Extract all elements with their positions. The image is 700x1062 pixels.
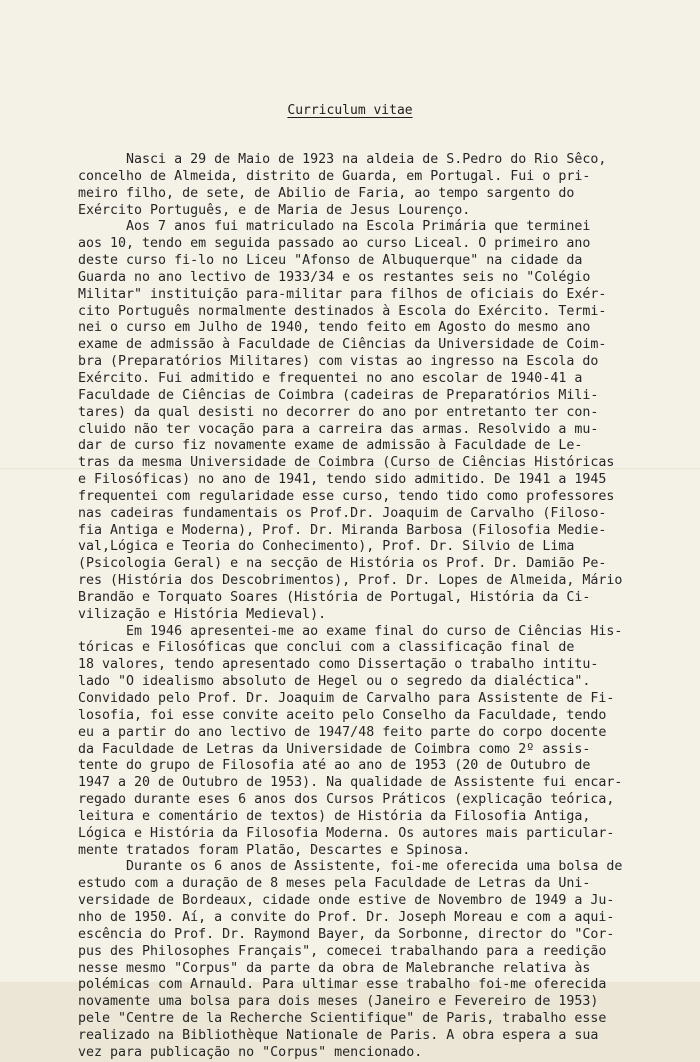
body-text-line: frequentei com regularidade esse curso, tendo tido como professores: [78, 488, 615, 504]
document-title: Curriculum vitae: [287, 103, 413, 118]
body-text-line: estudo com a duração de 8 meses pela Faculdade de Letras da Uni-: [78, 876, 591, 892]
body-text-line: realizado na Bibliothèque Nationale de Paris. A obra espera a sua: [78, 1027, 599, 1043]
body-text-line: novamente uma bolsa para dois meses (Janeiro e Fevereiro de 1953): [78, 994, 599, 1010]
body-text-line: Convidado pelo Prof. Dr. Joaquim de Carvalho para Assistente de Fi-: [78, 691, 615, 706]
body-text-line: lado "O idealismo absoluto de Hegel ou o segredo da dialéctica".: [78, 674, 591, 690]
body-text-line: deste curso fi-lo no Liceu "Afonso de Albuquerque" na cidade da: [78, 253, 583, 269]
body-text-line: cito Português normalmente destinados à Escola do Exército. Termi-: [78, 303, 607, 319]
body-text-line: Brandão e Torquato Soares (História de Portugal, História da Ci-: [78, 589, 591, 605]
body-text-line: tras da mesma Universidade de Coimbra (Curso de Ciências Históricas: [78, 455, 615, 471]
body-text-line: nei o curso em Julho de 1940, tendo feito em Agosto do mesmo ano: [78, 320, 591, 336]
body-text-line: Militar" instituição para-militar para filhos de oficiais do Exér-: [78, 286, 607, 302]
body-text-line: (Psicologia Geral) e na secção de História os Prof. Dr. Damião Pe-: [78, 556, 607, 572]
body-text-line: regado durante eses 6 anos dos Cursos Práticos (explicação teórica,: [78, 792, 615, 808]
document-body: [78, 152, 668, 1062]
body-text-line: aos 10, tendo em seguida passado ao curso Liceal. O primeiro ano: [78, 236, 591, 252]
body-text-line: fia Antiga e Moderna), Prof. Dr. Miranda Barbosa (Filosofia Medie-: [78, 522, 607, 538]
body-text-line: eu a partir do ano lectivo de 1947/48 feito parte do corpo docente: [78, 724, 607, 740]
body-text-line: 18 valores, tendo apresentado como Dissertação o trabalho intitu-: [78, 657, 599, 673]
body-text-line: dar de curso fiz novamente exame de admissão à Faculdade de Le-: [78, 438, 583, 454]
body-text-line: res (História dos Descobrimentos), Prof. Dr. Lopes de Almeida, Mário: [78, 573, 623, 589]
body-text-line: Exército Português, e de Maria de Jesus Lourenço.: [78, 202, 471, 218]
body-text-line: Exército. Fui admitido e frequentei no ano escolar de 1940-41 a: [78, 370, 583, 386]
body-text-line: mente tratados foram Platão, Descartes e Spinosa.: [78, 842, 471, 858]
body-text-line: meiro filho, de sete, de Abilio de Faria, ao tempo sargento do: [78, 185, 575, 201]
body-text-line: pus des Philosophes Français", comecei trabalhando para a reedição: [78, 943, 607, 959]
body-text-line: 1947 a 20 de Outubro de 1953). Na qualidade de Assistente fui encar-: [78, 775, 623, 791]
body-text-line: vilização e História Medieval).: [78, 606, 327, 622]
body-text-line: nas cadeiras fundamentais os Prof.Dr. Joaquim de Carvalho (Filoso-: [78, 505, 607, 521]
body-text-line: polémicas com Arnauld. Para ultimar esse trabalho foi-me oferecida: [78, 977, 607, 993]
body-text-line: losofia, foi esse convite aceito pelo Conselho da Faculdade, tendo: [78, 707, 607, 723]
body-text-line: Em 1946 apresentei-me ao exame final do curso de Ciências His-: [78, 623, 623, 639]
body-text-line: exame de admissão à Faculdade de Ciências da Universidade de Coim-: [78, 337, 607, 353]
body-text-line: Nasci a 29 de Maio de 1923 na aldeia de S.Pedro do Rio Sêco,: [78, 152, 607, 167]
body-text-line: Faculdade de Ciências de Coimbra (cadeiras de Preparatórios Mili-: [78, 387, 599, 403]
body-text-line: leitura e comentário de textos) de História da Filosofia Antiga,: [78, 808, 591, 824]
body-text-line: concelho de Almeida, distrito de Guarda, em Portugal. Fui o pri-: [78, 168, 591, 184]
body-text-line: Lógica e História da Filosofia Moderna. Os autores mais particular-: [78, 825, 615, 841]
body-text-line: escência do Prof. Dr. Raymond Bayer, da Sorbonne, director do "Cor-: [78, 926, 615, 942]
body-text-line: vez para publicação no "Corpus" mencionado.: [78, 1044, 423, 1060]
body-text-line: da Faculdade de Letras da Universidade de Coimbra como 2º assis-: [78, 741, 591, 757]
body-text-line: nho de 1950. Aí, a convite do Prof. Dr. Joseph Moreau e com a aqui-: [78, 909, 615, 925]
body-text-line: tóricas e Filosóficas que conclui com a classificação final de: [78, 640, 575, 656]
body-text-line: val,Lógica e Teoria do Conhecimento), Prof. Dr. Silvio de Lima: [78, 539, 575, 555]
body-text-line: nesse mesmo "Corpus" da parte da obra de Malebranche relativa às: [78, 960, 591, 976]
body-text-line: Guarda no ano lectivo de 1933/34 e os restantes seis no "Colégio: [78, 269, 591, 285]
body-text-line: tares) da qual desisti no decorrer do ano por entretanto ter con-: [78, 404, 599, 420]
body-text-line: bra (Preparatórios Militares) com vistas ao ingresso na Escola do: [78, 354, 599, 370]
body-text-line: versidade de Bordeaux, cidade onde estive de Novembro de 1949 a Ju-: [78, 893, 615, 909]
body-text-line: e Filosóficas) no ano de 1941, tendo sido admitido. De 1941 a 1945: [78, 472, 607, 488]
body-text-line: pele "Centre de la Recherche Scientifique" de Paris, trabalho esse: [78, 1011, 607, 1027]
body-text-line: tente do grupo de Filosofia até ao ano de 1953 (20 de Outubro de: [78, 758, 591, 774]
body-text-line: Aos 7 anos fui matriculado na Escola Primária que terminei: [78, 219, 591, 235]
body-text-line: Durante os 6 anos de Assistente, foi-me oferecida uma bolsa de: [78, 859, 623, 875]
body-text-line: cluido não ter vocação para a carreira das armas. Resolvido a mu-: [78, 421, 599, 437]
